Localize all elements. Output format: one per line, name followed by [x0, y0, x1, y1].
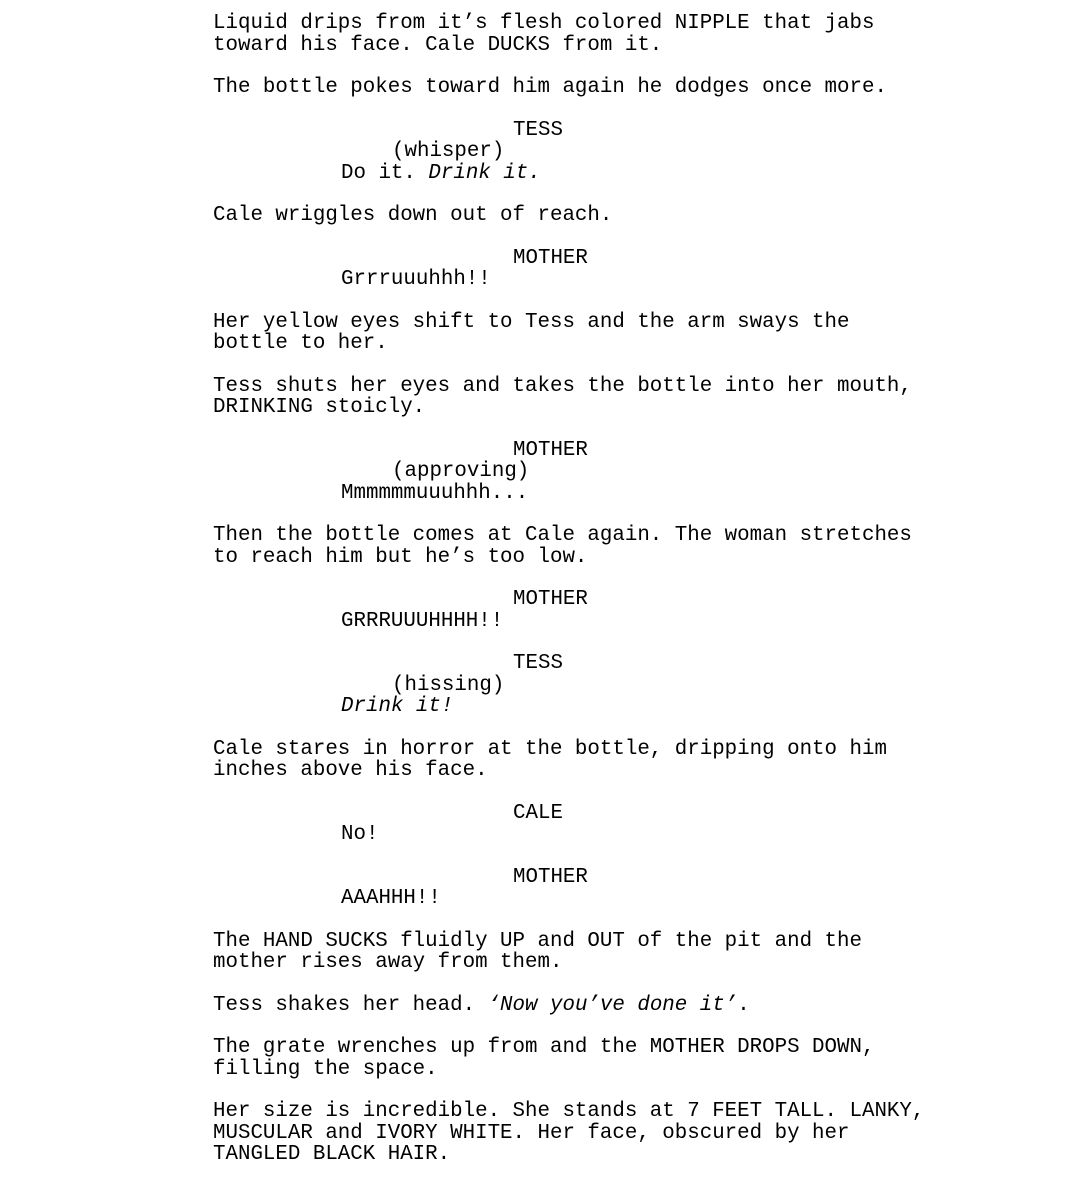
character-name: CALE [513, 802, 563, 825]
dialogue-line [341, 696, 453, 717]
action-text-end: . [737, 994, 750, 1017]
parenthetical: (whisper) [392, 140, 505, 163]
action-line: mother rises away from them. [213, 951, 563, 974]
action-line: Her yellow eyes shift to Tess and the arm sways the [213, 311, 850, 334]
character-name: MOTHER [513, 866, 588, 889]
action-line: DRINKING stoicly. [213, 396, 426, 419]
dialogue-emphasis: Drink it! [341, 695, 454, 718]
dialogue-line: GRRRUUUHHHH!! [341, 610, 504, 633]
action-text: Tess shakes her head. [213, 994, 476, 1017]
character-name: MOTHER [513, 247, 588, 270]
action-line: MUSCULAR and IVORY WHITE. Her face, obscured by her [213, 1122, 850, 1145]
action-line: filling the space. [213, 1058, 438, 1081]
action-line: bottle to her. [213, 332, 388, 355]
action-emphasis: ‘Now you’ve done it’ [487, 994, 738, 1017]
action-line: to reach him but he’s too low. [213, 546, 588, 569]
action-line: inches above his face. [213, 759, 488, 782]
action-line: Cale stares in horror at the bottle, dripping onto him [213, 738, 887, 761]
parenthetical: (approving) [392, 460, 530, 483]
action-line: The grate wrenches up from and the MOTHER DROPS DOWN, [213, 1036, 875, 1059]
action-line: Cale wriggles down out of reach. [213, 204, 613, 227]
character-name: MOTHER [513, 439, 588, 462]
dialogue-line: No! [341, 823, 379, 846]
dialogue-emphasis: Drink it. [428, 162, 541, 185]
character-name: MOTHER [513, 588, 588, 611]
dialogue-line: Mmmmmmuuuhhh... [341, 482, 529, 505]
action-line [213, 995, 750, 1016]
dialogue-text: Do it. [341, 162, 416, 185]
action-line: Then the bottle comes at Cale again. The woman stretches [213, 524, 912, 547]
action-line: The HAND SUCKS fluidly UP and OUT of the pit and the [213, 930, 862, 953]
character-name: TESS [513, 119, 563, 142]
action-line: TANGLED BLACK HAIR. [213, 1143, 451, 1166]
action-line: toward his face. Cale DUCKS from it. [213, 34, 663, 57]
action-line: Her size is incredible. She stands at 7 FEET TALL. LANKY, [213, 1100, 925, 1123]
action-line: The bottle pokes toward him again he dodges once more. [213, 76, 887, 99]
dialogue-line: Grrruuuhhh!! [341, 268, 491, 291]
dialogue-line: AAAHHH!! [341, 887, 441, 910]
action-line: Liquid drips from it’s flesh colored NIPPLE that jabs [213, 12, 875, 35]
parenthetical: (hissing) [392, 674, 505, 697]
action-line: Tess shuts her eyes and takes the bottle into her mouth, [213, 375, 912, 398]
dialogue-line [341, 163, 541, 184]
character-name: TESS [513, 652, 563, 675]
